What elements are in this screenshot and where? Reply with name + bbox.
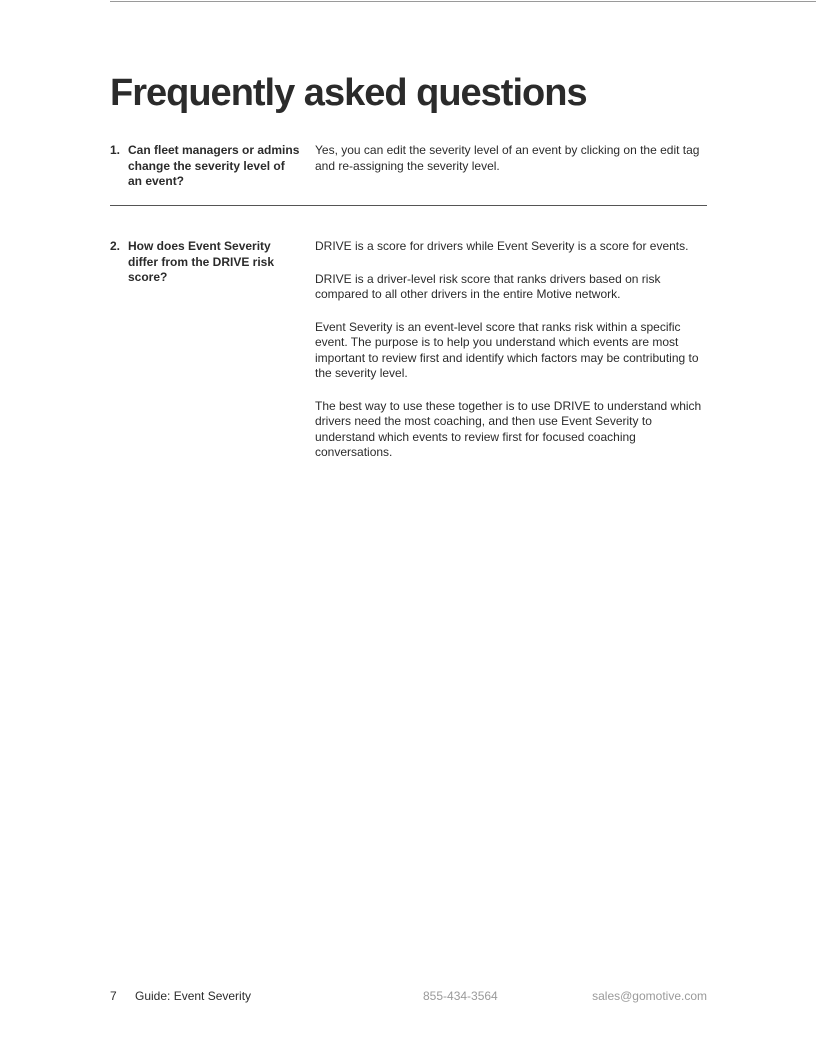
faq-answer-2-paragraph-4: The best way to use these together is to use DRIVE to understand which drivers need the most coaching, and then use Event Severity to understand which events to review first for focused coaching conversations. [315,398,702,459]
footer-guide-title: Guide: Event Severity [135,989,252,1003]
faq-question-1 [110,143,300,190]
faq-question-2 [110,239,300,286]
footer-page-number: 7 [110,989,117,1003]
faq-answer-2-paragraph-3: Event Severity is an event-level score that ranks risk within a specific event. The purpose is to help you understand which events are most important to review first and identify which factors may be contributing to the severity level. [315,319,699,380]
faq-question-text-2: How does Event Severity differ from the DRIVE risk score? [128,239,275,284]
faq-answer-2-paragraph-1: DRIVE is a score for drivers while Event Severity is a score for events. [315,239,689,253]
footer-email: sales@gomotive.com [592,989,707,1003]
faq-number-2: 2. [110,239,121,253]
faq-answer-1-paragraph-1: Yes, you can edit the severity level of an event by clicking on the edit tag and re-assigning the severity level. [315,143,700,173]
faq-answer-2-paragraph-2: DRIVE is a driver-level risk score that ranks drivers based on risk compared to all other drivers in the entire Motive network. [315,271,661,301]
top-rule [110,1,816,2]
faq-answer-1 [315,143,707,174]
faq-question-text-1: Can fleet managers or admins change the severity level of an event? [128,143,300,188]
faq-number-1: 1. [110,143,121,157]
footer-phone: 855-434-3564 [423,989,498,1003]
faq-divider [110,205,707,206]
faq-answer-2 [315,239,707,461]
page-title: Frequently asked questions [110,72,587,114]
